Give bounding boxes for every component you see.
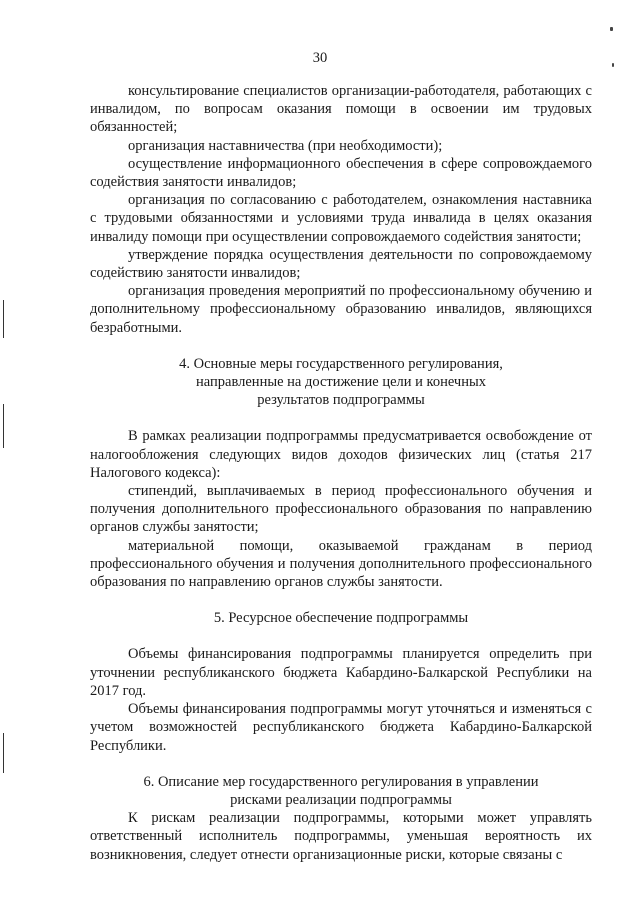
paragraph: организация наставничества (при необходимости); bbox=[128, 137, 443, 154]
paragraph: К рискам реализации подпрограммы, которыми может управлять ответственный исполнитель подпрограммы, уменьшая вероятность их возникновения, следует отнести организационные риски, которые связаны с bbox=[90, 810, 592, 863]
heading-line: рисками реализации подпрограммы bbox=[230, 791, 452, 808]
page-number: 30 bbox=[312, 50, 328, 66]
heading-line: направленные на достижение цели и конечных bbox=[196, 374, 486, 391]
paragraph: организация проведения мероприятий по профессиональному обучению и дополнительному профессиональному образованию инвалидов, являющихся безработными. bbox=[90, 283, 592, 336]
paragraph: стипендий, выплачиваемых в период профессионального обучения и получения дополнительного профессионального образования по направлению органов службы занятости; bbox=[90, 483, 592, 536]
paragraph: консультирование специалистов организации-работодателя, работающих с инвалидом, по вопросам оказания помощи в освоении им трудовых обязанностей; bbox=[90, 83, 592, 136]
document-body bbox=[90, 82, 592, 864]
paragraph: осуществление информационного обеспечения в сфере сопровождаемого содействия занятости инвалидов; bbox=[90, 155, 592, 191]
paragraph: материальной помощи, оказываемой гражданам в период профессионального обучения и получения дополнительного профессионального образования по направлению органов службы занятости. bbox=[90, 537, 592, 591]
heading-line: 6. Описание мер государственного регулирования в управлении bbox=[143, 773, 539, 790]
scan-mark bbox=[610, 27, 613, 31]
paragraph: Объемы финансирования подпрограммы планируется определить при уточнении республиканского бюджета Кабардино-Балкарской Республики на 2017 год. bbox=[90, 646, 592, 699]
paragraph: Объемы финансирования подпрограммы могут уточняться и изменяться с учетом возможностей республиканского бюджета Кабардино-Балкарской Республики. bbox=[90, 701, 592, 754]
section-heading-4 bbox=[90, 355, 592, 410]
scan-margin-line bbox=[3, 300, 4, 338]
paragraph: В рамках реализации подпрограммы предусматривается освобождение от налогообложения следующих видов доходов физических лиц (статья 217 Налогового кодекса): bbox=[90, 428, 592, 481]
section-heading-5: 5. Ресурсное обеспечение подпрограммы bbox=[213, 610, 469, 627]
scan-margin-line bbox=[3, 404, 4, 448]
paragraph: утверждение порядка осуществления деятельности по сопровождаемому содействию занятости инвалидов; bbox=[90, 246, 592, 282]
section-heading-6 bbox=[90, 773, 592, 809]
heading-line: 4. Основные меры государственного регулирования, bbox=[179, 355, 503, 372]
heading-line: результатов подпрограммы bbox=[257, 392, 425, 409]
paragraph: организация по согласованию с работодателем, ознакомления наставника с трудовыми обязанностями и условиями труда инвалида в целях оказания инвалиду помощи при осуществлении сопровождаемого содействия занятости; bbox=[90, 192, 592, 245]
scan-margin-line bbox=[3, 733, 4, 773]
